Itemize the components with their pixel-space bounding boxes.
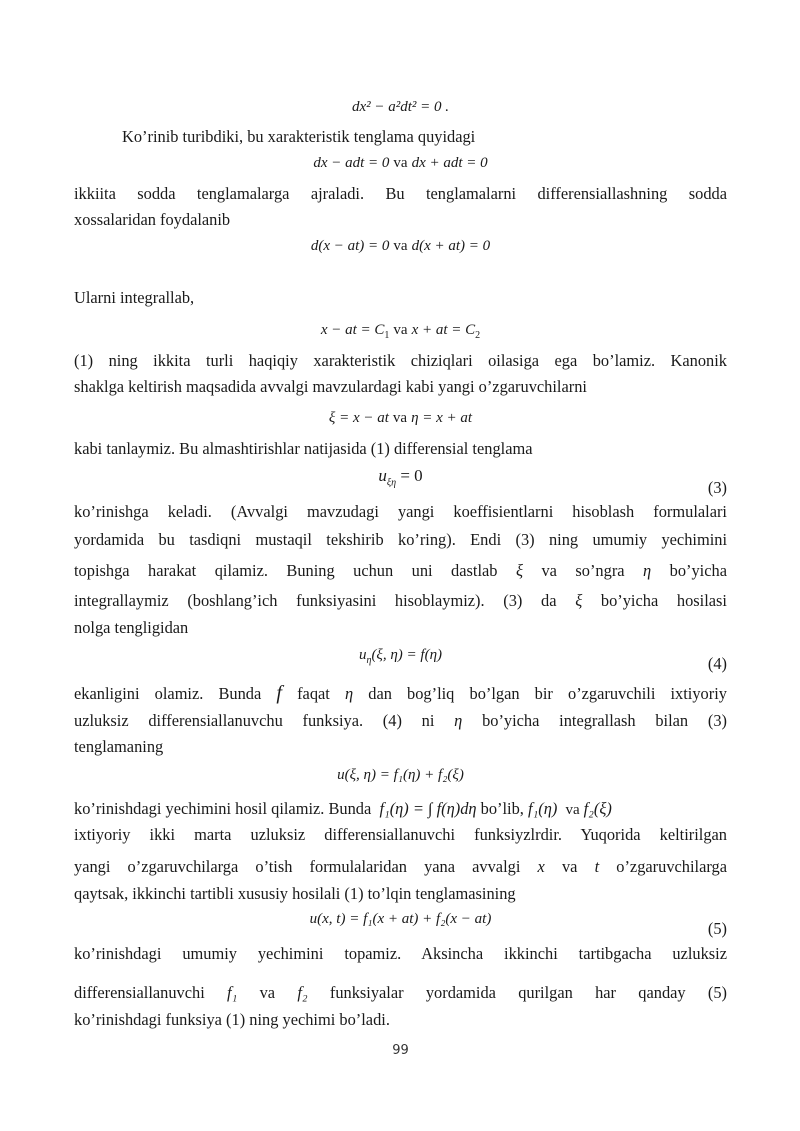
equation-integrals: x − at = $C_1$ va x + at = $C_2$ xyxy=(320,322,481,341)
paragraph-line: ikkiita sodda tenglamalarga ajraladi. Bu tenglamalarni differensiallashning sodda xyxy=(74,184,727,203)
equation-general-canonical: u(ξ, η) = f₁(η) + f₂(ξ) xyxy=(337,767,464,783)
equation-differentials: d(x − at) = 0 va d(x + at) = 0 xyxy=(310,238,491,254)
paragraph-line: nolga tengligidan xyxy=(74,618,189,637)
paragraph-line: ko’rinishdagi yechimini hosil qilamiz. Bunda f₁(η) = ∫ f(η)dη bo’lib, f₁(η) va f₂(ξ) xyxy=(74,799,612,818)
paragraph-line: tenglamaning xyxy=(74,737,164,756)
equation-new-variables: ξ = x − at va η = x + at xyxy=(328,410,473,426)
paragraph-line: ko’rinishdagi umumiy yechimini topamiz. Aksincha ikkinchi tartibgacha uzluksiz xyxy=(74,944,727,963)
paragraph-line: (1) ning ikkita turli haqiqiy xarakteristik chiziqlari oilasiga ega bo’lamiz. Kanonik xyxy=(74,351,727,370)
paragraph-line: integrallaymiz (boshlang’ich funksiyasini hisoblaymiz). (3) da ξ bo’yicha hosilasi xyxy=(74,591,727,610)
paragraph-line: shaklga keltirish maqsadida avvalgi mavzulardagi kabi yangi o’zgaruvchilarni xyxy=(74,377,587,396)
paragraph-line: ixtiyoriy ikki marta uzluksiz differensiallanuvchi funksiyzlrdir. Yuqorida keltirilgan xyxy=(74,825,727,844)
equation-number: (3) xyxy=(707,478,727,497)
paragraph-line: differensiallanuvchi f₁ va f₂ funksiyalar yordamida qurilgan har qanday (5) xyxy=(74,983,727,1002)
paragraph-line: xossalaridan foydalanib xyxy=(74,210,231,229)
paragraph-line: kabi tanlaymiz. Bu almashtirishlar natijasida (1) differensial tenglama xyxy=(74,439,533,458)
page xyxy=(74,0,727,1131)
paragraph-line: ko’rinishdagi funksiya (1) ning yechimi bo’ladi. xyxy=(74,1010,390,1029)
paragraph-line: Ularni integrallab, xyxy=(74,288,195,307)
paragraph-line: topishga harakat qilamiz. Buning uchun uni dastlab ξ va so’ngra η bo’yicha xyxy=(74,561,727,580)
paragraph-line: ekanligini olamiz. Bunda f faqat η dan bog’liq bo’lgan bir o’zgaruvchili ixtiyoriy xyxy=(74,682,727,704)
equation-dalembert: u(x, t) = f₁(x + at) + f₂(x − at) xyxy=(309,911,492,927)
paragraph-line: ko’rinishga keladi. (Avvalgi mavzudagi yangi koeffisientlarni hisoblash formulalari xyxy=(74,502,727,521)
equation-number: (5) xyxy=(707,919,727,938)
equation-characteristic: dx² − a²dt² = 0 . xyxy=(351,99,450,115)
equation-split: dx − adt = 0 va dx + adt = 0 xyxy=(313,155,488,171)
paragraph-line: yangi o’zgaruvchilarga o’tish formulalaridan yana avvalgi x va t o’zgaruvchilarga xyxy=(74,857,728,876)
equation-first-integral: $u_\eta(\xi$, η) = f(η) xyxy=(358,647,443,666)
paragraph-line: yordamida bu tasdiqni mustaqil tekshirib ko’ring). Endi (3) ning umumiy yechimini xyxy=(74,530,727,549)
equation-canonical: $u_{\xi\eta} = 0$ xyxy=(378,466,423,489)
paragraph-line: Ko’rinib turibdiki, bu xarakteristik tenglama quyidagi xyxy=(122,127,476,146)
page-number: 99 xyxy=(392,1043,409,1058)
paragraph-line: qaytsak, ikkinchi tartibli xususiy hosilali (1) to’lqin tenglamasining xyxy=(74,884,516,903)
equation-number: (4) xyxy=(707,654,727,673)
paragraph-line: uzluksiz differensiallanuvchu funksiya. (4) ni η bo’yicha integrallash bilan (3) xyxy=(74,711,727,730)
